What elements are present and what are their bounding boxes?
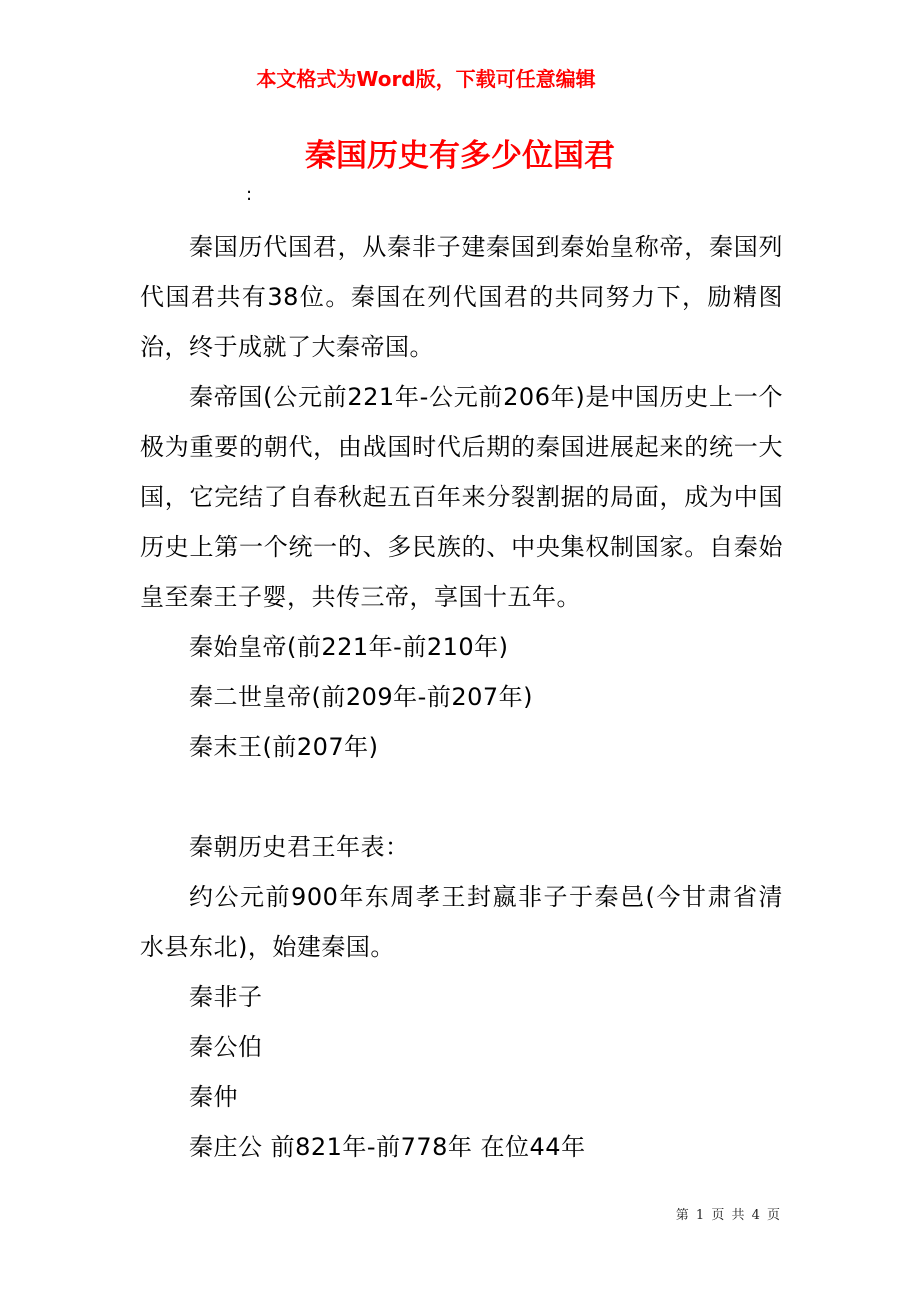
document-body (140, 222, 783, 1172)
paragraph-ruler-qinzhong: 秦仲 (189, 1083, 238, 1111)
paragraph-ruler-feizi: 秦非子 (189, 983, 263, 1011)
paragraph-ruler-zhuanggong: 秦庄公 前821年-前778年 在位44年 (189, 1133, 586, 1161)
paragraph-qin-empire: 秦帝国(公元前221年-公元前206年)是中国历史上一个极为重要的朝代，由战国时代后期的秦国进展起来的统一大国，它完结了自春秋起五百年来分裂割据的局面，成为中国历史上第一个统一的、多民族的、中央集权制国家。自秦始皇至秦王子婴，共传三帝，享国十五年。 (140, 383, 783, 611)
page-number-footer: 第 1 页 共 4 页 (675, 1208, 780, 1223)
document-title: 秦国历史有多少位国君 (305, 138, 615, 174)
paragraph-intro: 秦国历代国君，从秦非子建秦国到秦始皇称帝，秦国列代国君共有38位。秦国在列代国君的共同努力下，励精图治，终于成就了大秦帝国。 (140, 233, 783, 361)
paragraph-ruler-gongbo: 秦公伯 (189, 1033, 263, 1061)
paragraph-emperor-1: 秦始皇帝(前221年-前210年) (189, 633, 509, 661)
paragraph-emperor-3: 秦末王(前207年) (189, 733, 379, 761)
format-notice-banner: 本文格式为Word版，下载可任意编辑 (256, 67, 596, 91)
paragraph-chronology-heading: 秦朝历史君王年表： (189, 833, 410, 861)
colon-mark: : (246, 184, 253, 205)
blank-line (140, 772, 783, 822)
paragraph-emperor-2: 秦二世皇帝(前209年-前207年) (189, 683, 534, 711)
paragraph-founding: 约公元前900年东周孝王封嬴非子于秦邑(今甘肃省清水县东北)，始建秦国。 (140, 883, 783, 961)
